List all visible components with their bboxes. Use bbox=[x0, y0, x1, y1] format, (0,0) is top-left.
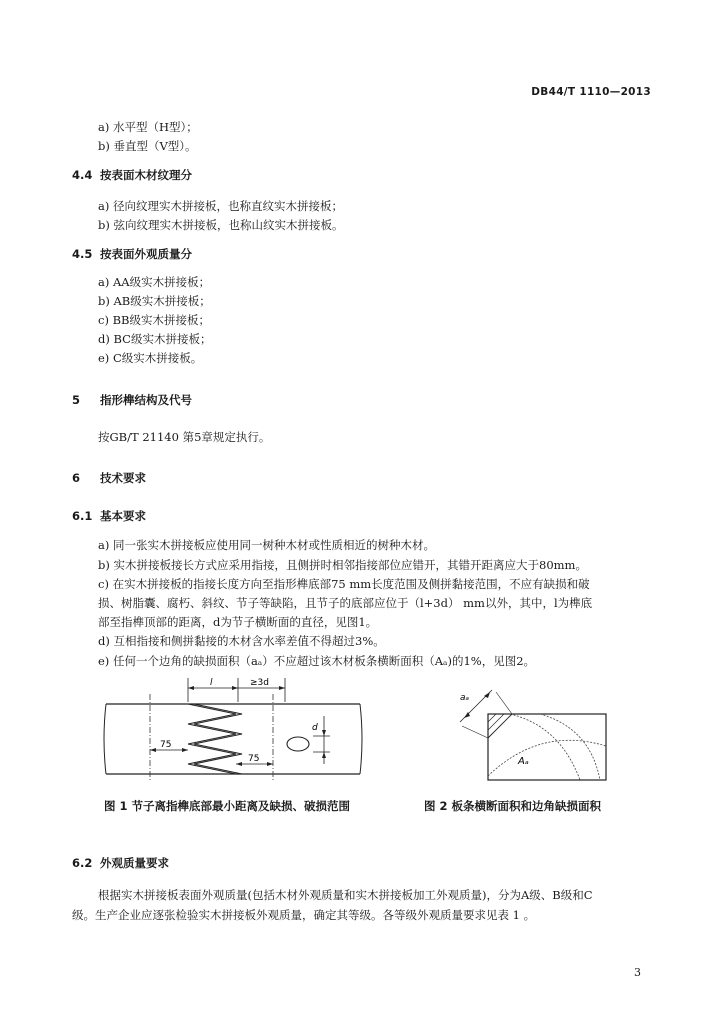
section-title: 按表面木材纹理分 bbox=[100, 168, 192, 182]
list-item: e) C级实木拼接板。 bbox=[98, 351, 203, 365]
requirement-d: d) 互相指接和侧拼黏接的木材含水率差值不得超过3%。 bbox=[98, 634, 385, 648]
section-title: 按表面外观质量分 bbox=[100, 247, 192, 261]
requirement-b: b) 实木拼接板接长方式应采用指接，且侧拼时相邻指接部位应错开，其错开距离应大于80mm。 bbox=[98, 558, 587, 572]
section-6-2-line2: 级。生产企业应逐张检验实木拼接板外观质量，确定其等级。各等级外观质量要求见表 1 。 bbox=[72, 908, 536, 922]
list-item: b) 弦向纹理实木拼接板，也称山纹实木拼接板。 bbox=[98, 218, 344, 232]
figure-2-diagram bbox=[440, 686, 620, 794]
section-number: 6 bbox=[72, 471, 81, 485]
requirement-e: e) 任何一个边角的缺损面积（aₐ）不应超过该木材板条横断面积（Aₐ)的1%，见图2。 bbox=[98, 654, 536, 668]
cross-section-area-label: Aₐ bbox=[518, 756, 529, 767]
list-item: d) BC级实木拼接板； bbox=[98, 332, 212, 346]
requirement-c-line2: 损、树脂囊、腐朽、斜纹、节子等缺陷，且节子的底部应位于（l+3d） mm以外，其中，l为榫底 bbox=[98, 596, 593, 610]
section-heading-6-2 bbox=[72, 855, 169, 871]
section-5-text: 按GB/T 21140 第5章规定执行。 bbox=[98, 430, 271, 444]
dimension-l-label: l bbox=[210, 678, 213, 688]
section-title: 外观质量要求 bbox=[100, 856, 169, 870]
section-number: 6.2 bbox=[72, 856, 93, 870]
section-number: 6.1 bbox=[72, 509, 93, 523]
figure-1-caption: 图 1 节子离指榫底部最小距离及缺损、破损范围 bbox=[104, 799, 351, 813]
list-item: a) AA级实木拼接板； bbox=[98, 275, 211, 289]
dimension-75-right-label: 75 bbox=[248, 754, 260, 764]
dimension-3d-label: ≥3d bbox=[250, 678, 269, 688]
dimension-75-left-label: 75 bbox=[160, 740, 172, 750]
section-heading-6-1 bbox=[72, 508, 146, 524]
section-title: 基本要求 bbox=[100, 509, 146, 523]
document-code: DB44/T 1110—2013 bbox=[531, 86, 651, 98]
section-heading-4-5 bbox=[72, 246, 192, 262]
list-item: b) 垂直型（V型）。 bbox=[98, 139, 197, 153]
list-item: a) 径向纹理实木拼接板，也称直纹实木拼接板； bbox=[98, 199, 343, 213]
list-item: a) 水平型（H型）； bbox=[98, 120, 198, 134]
dimension-d-label: d bbox=[312, 723, 318, 733]
section-title: 指形榫结构及代号 bbox=[100, 393, 192, 407]
section-number: 4.4 bbox=[72, 168, 93, 182]
list-item: b) AB级实木拼接板； bbox=[98, 294, 211, 308]
corner-defect-label: aₐ bbox=[460, 693, 470, 703]
list-item: c) BB级实木拼接板； bbox=[98, 313, 210, 327]
figure-1-diagram bbox=[98, 672, 368, 790]
section-title: 技术要求 bbox=[100, 471, 146, 485]
requirement-c-line1: c) 在实木拼接板的指接长度方向至指形榫底部75 mm长度范围及侧拼黏接范围，不应有缺损和破 bbox=[98, 577, 590, 591]
page-number: 3 bbox=[634, 966, 641, 979]
section-number: 5 bbox=[72, 393, 81, 407]
section-heading-5 bbox=[72, 392, 192, 408]
figure-2-caption: 图 2 板条横断面积和边角缺损面积 bbox=[424, 799, 602, 813]
section-number: 4.5 bbox=[72, 247, 93, 261]
requirement-c-line3: 部至指榫顶部的距离，d为节子横断面的直径，见图1。 bbox=[98, 615, 378, 629]
section-heading-4-4 bbox=[72, 167, 192, 183]
section-heading-6 bbox=[72, 470, 146, 486]
section-6-2-line1: 根据实木拼接板表面外观质量(包括木材外观质量和实木拼接板加工外观质量)，分为A级、B级和C bbox=[98, 888, 593, 902]
requirement-a: a) 同一张实木拼接板应使用同一树种木材或性质相近的树种木材。 bbox=[98, 538, 435, 552]
